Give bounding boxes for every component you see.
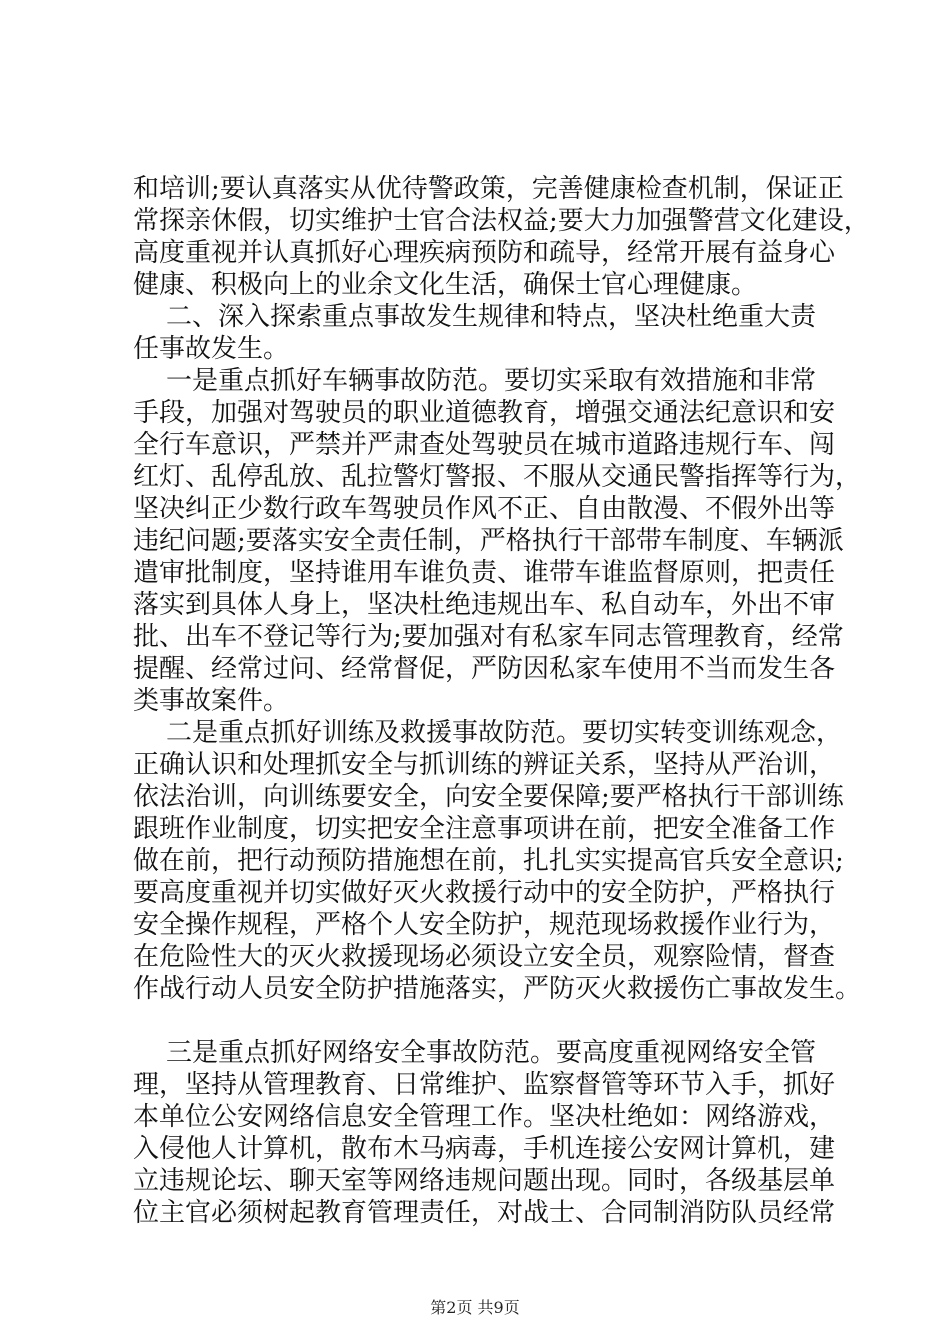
- text-line: 一是重点抓好车辆事故防范。要切实采取有效措施和非常: [133, 366, 817, 396]
- text-line: 正确认识和处理抓安全与抓训练的辨证关系，坚持从严治训，: [133, 750, 836, 780]
- text-line: 批、出车不登记等行为;要加强对有私家车同志管理教育，经常: [133, 622, 844, 652]
- text-line: 和培训;要认真落实从优待警政策，完善健康检查机制，保证正: [133, 174, 844, 204]
- text-line: 全行车意识，严禁并严肃查处驾驶员在城市道路违规行车、闯: [133, 430, 836, 460]
- text-line: 坚决纠正少数行政车驾驶员作风不正、自由散漫、不假外出等: [133, 494, 836, 524]
- text-line: 健康、积极向上的业余文化生活，确保士官心理健康。: [133, 270, 758, 300]
- text-line: 依法治训，向训练要安全，向安全要保障;要严格执行干部训练: [133, 782, 844, 812]
- section-heading: 二、深入探索重点事故发生规律和特点，坚决杜绝重大责: [133, 302, 817, 332]
- text-line: 跟班作业制度，切实把安全注意事项讲在前，把安全准备工作: [133, 814, 836, 844]
- document-body: [133, 173, 870, 1229]
- text-line: 位主官必须树起教育管理责任，对战士、合同制消防队员经常: [133, 1198, 836, 1228]
- text-line: 三是重点抓好网络安全事故防范。要高度重视网络安全管: [133, 1038, 817, 1068]
- page-footer: 第2页 共9页: [430, 1298, 520, 1317]
- text-line: 二是重点抓好训练及救援事故防范。要切实转变训练观念，: [133, 718, 843, 748]
- text-line: 遣审批制度，坚持谁用车谁负责、谁带车谁监督原则，把责任: [133, 558, 836, 588]
- text-line: 在危险性大的灭火救援现场必须设立安全员，观察险情，督查: [133, 942, 836, 972]
- text-line: 立违规论坛、聊天室等网络违规问题出现。同时，各级基层单: [133, 1166, 836, 1196]
- text-line: 手段，加强对驾驶员的职业道德教育，增强交通法纪意识和安: [133, 398, 836, 428]
- text-line: 安全操作规程，严格个人安全防护，规范现场救援作业行为，: [133, 910, 836, 940]
- text-line: 常探亲休假，切实维护士官合法权益;要大力加强警营文化建设，: [133, 206, 870, 236]
- text-line: 落实到具体人身上，坚决杜绝违规出车、私自动车，外出不审: [133, 590, 836, 620]
- text-line: 要高度重视并切实做好灭火救援行动中的安全防护，严格执行: [133, 878, 836, 908]
- paragraph-gap: [133, 1005, 833, 1037]
- text-line: 类事故案件。: [133, 686, 290, 716]
- text-line: 违纪问题;要落实安全责任制，严格执行干部带车制度、车辆派: [133, 526, 844, 556]
- text-line: 本单位公安网络信息安全管理工作。坚决杜绝如：网络游戏，: [133, 1102, 836, 1132]
- text-line: 提醒、经常过问、经常督促，严防因私家车使用不当而发生各: [133, 654, 836, 684]
- text-line: 红灯、乱停乱放、乱拉警灯警报、不服从交通民警指挥等行为，: [133, 462, 862, 492]
- section-heading: 任事故发生。: [133, 334, 290, 364]
- text-line: 理，坚持从管理教育、日常维护、监察督管等环节入手，抓好: [133, 1070, 836, 1100]
- text-line: 入侵他人计算机，散布木马病毒，手机连接公安网计算机，建: [133, 1134, 836, 1164]
- text-line: 高度重视并认真抓好心理疾病预防和疏导，经常开展有益身心: [133, 238, 836, 268]
- text-line: 作战行动人员安全防护措施落实，严防灭火救援伤亡事故发生。: [133, 974, 862, 1004]
- text-line: 做在前，把行动预防措施想在前，扎扎实实提高官兵安全意识;: [133, 846, 844, 876]
